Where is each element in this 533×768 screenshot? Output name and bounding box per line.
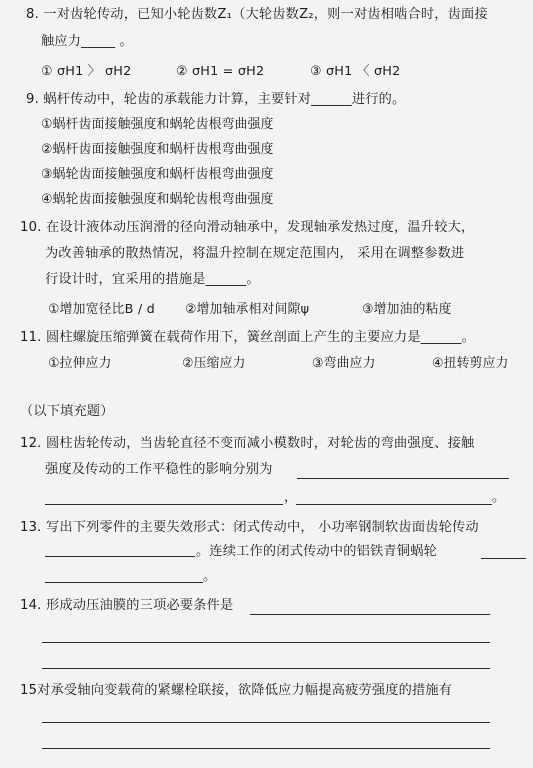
q8-option-3: ③ σH1 〈 σH2 bbox=[310, 64, 401, 79]
q13-blank-2[interactable] bbox=[481, 558, 526, 559]
q8-option-2: ② σH1 = σH2 bbox=[176, 64, 265, 79]
q12-blank-1[interactable] bbox=[297, 478, 509, 479]
q8-line2: 触应力_____ 。 bbox=[41, 34, 133, 49]
q15-blank-1[interactable] bbox=[42, 722, 490, 723]
q13-line1: 13. 写出下列零件的主要失效形式：闭式传动中， 小功率钢制软齿面齿轮传动 bbox=[20, 520, 479, 535]
q10-option-2: ②增加轴承相对间隙ψ bbox=[185, 302, 310, 317]
q12-line2: 强度及传动的工作平稳性的影响分别为 bbox=[45, 462, 273, 477]
q13-line2: 。连续工作的闭式传动中的铝铁青铜蜗轮 bbox=[196, 544, 437, 559]
section-heading: （以下填充题） bbox=[20, 404, 114, 419]
q9-option-2: ②蜗杆齿面接触强度和蜗杆齿根弯曲强度 bbox=[41, 142, 274, 157]
q14-line1: 14. 形成动压油膜的三项必要条件是 bbox=[20, 598, 234, 613]
q11-option-2: ②压缩应力 bbox=[182, 356, 246, 371]
q11-option-1: ①拉伸应力 bbox=[48, 356, 112, 371]
q10-line3: 行设计时，宜采用的措施是______。 bbox=[45, 272, 260, 287]
q12-blank-3[interactable] bbox=[296, 504, 492, 505]
q10-option-3: ③增加油的粘度 bbox=[362, 302, 452, 317]
q13-blank-3[interactable] bbox=[45, 582, 203, 583]
q9-line1: 9. 蜗杆传动中，轮齿的承载能力计算，主要针对______进行的。 bbox=[26, 92, 406, 107]
q15-line1: 15对承受轴向变载荷的紧螺栓联接，欲降低应力幅提高疲劳强度的措施有 bbox=[20, 683, 453, 698]
q10-line2: 为改善轴承的散热情况，将温升控制在规定范围内， 采用在调整参数进 bbox=[45, 246, 465, 261]
q8-option-1: ① σH1 〉 σH2 bbox=[41, 64, 132, 79]
q9-option-1: ①蜗杆齿面接触强度和蜗轮齿根弯曲强度 bbox=[41, 117, 274, 132]
q13-blank-1[interactable] bbox=[45, 556, 195, 557]
q15-blank-2[interactable] bbox=[42, 748, 490, 749]
q13-period: 。 bbox=[203, 569, 217, 584]
q9-option-3: ③蜗轮齿面接触强度和蜗杆齿根弯曲强度 bbox=[41, 167, 274, 182]
q14-blank-3[interactable] bbox=[42, 668, 490, 669]
q11-line1: 11. 圆柱螺旋压缩弹簧在载荷作用下，簧丝剖面上产生的主要应力是______。 bbox=[20, 330, 475, 345]
q14-blank-1[interactable] bbox=[250, 614, 490, 615]
q11-option-3: ③弯曲应力 bbox=[312, 356, 376, 371]
q10-line1: 10. 在设计液体动压润滑的径向滑动轴承中，发现轴承发热过度，温升较大， bbox=[20, 220, 475, 235]
q12-blank-2[interactable] bbox=[45, 504, 283, 505]
q8-line1: 8. 一对齿轮传动，已知小轮齿数Z₁（大轮齿数Z₂，则一对齿相啮合时，齿面接 bbox=[26, 7, 488, 22]
q9-option-4: ④蜗轮齿面接触强度和蜗轮齿根弯曲强度 bbox=[41, 192, 274, 207]
q12-comma: ， bbox=[284, 490, 298, 505]
q14-blank-2[interactable] bbox=[42, 642, 490, 643]
q12-line1: 12. 圆柱齿轮传动，当齿轮直径不变而减小模数时，对轮齿的弯曲强度、接触 bbox=[20, 436, 475, 451]
q12-period: 。 bbox=[492, 490, 506, 505]
q10-option-1: ①增加宽径比B / d bbox=[48, 302, 156, 317]
q11-option-4: ④扭转剪应力 bbox=[432, 356, 509, 371]
